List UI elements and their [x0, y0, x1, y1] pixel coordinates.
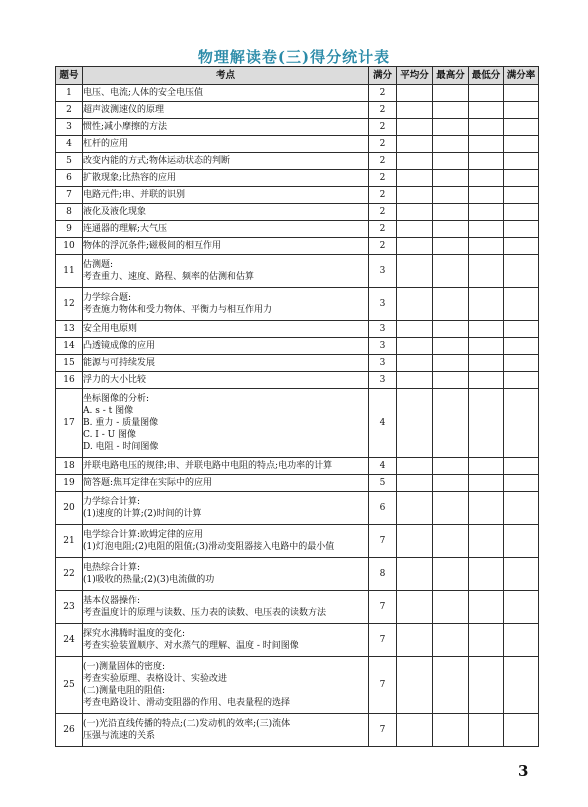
- table-row: [56, 475, 539, 492]
- table-row: [56, 525, 539, 558]
- average-cell[interactable]: [397, 389, 433, 458]
- topic-line: (二)测量电阻的阻值:: [83, 686, 166, 696]
- topic-line: B. 重力 - 质量图像: [83, 418, 159, 428]
- full-rate-cell[interactable]: [504, 458, 539, 475]
- highest-cell[interactable]: [433, 558, 469, 591]
- topic-line: 并联电路电压的规律;串、并联电路中电阻的特点;电功率的计算: [83, 461, 333, 471]
- table-row: [56, 591, 539, 624]
- full-score: 3: [369, 288, 397, 321]
- topic-line: 惯性;减小摩擦的方法: [83, 122, 168, 132]
- full-score: 7: [369, 714, 397, 747]
- table-row: [56, 714, 539, 747]
- question-number: 20: [56, 492, 83, 525]
- topic-cell: [83, 338, 369, 355]
- question-number: 15: [56, 355, 83, 372]
- table-row: [56, 558, 539, 591]
- topic-line: 考查实验装置顺序、对水蒸气的理解、温度 - 时间图像: [83, 641, 299, 651]
- full-score: 2: [369, 238, 397, 255]
- lowest-cell[interactable]: [469, 591, 504, 624]
- lowest-cell[interactable]: [469, 355, 504, 372]
- lowest-cell[interactable]: [469, 558, 504, 591]
- full-score: 4: [369, 389, 397, 458]
- topic-line: 电热综合计算:: [83, 563, 141, 573]
- highest-cell[interactable]: [433, 204, 469, 221]
- full-score: 2: [369, 221, 397, 238]
- average-cell[interactable]: [397, 355, 433, 372]
- topic-line: 液化及液化现象: [83, 207, 147, 217]
- lowest-cell[interactable]: [469, 338, 504, 355]
- full-rate-cell[interactable]: [504, 238, 539, 255]
- average-cell[interactable]: [397, 714, 433, 747]
- table-row: [56, 288, 539, 321]
- full-rate-cell[interactable]: [504, 525, 539, 558]
- question-number: 19: [56, 475, 83, 492]
- table-row: [56, 187, 539, 204]
- full-rate-cell[interactable]: [504, 119, 539, 136]
- lowest-cell[interactable]: [469, 624, 504, 657]
- question-number: 22: [56, 558, 83, 591]
- average-cell[interactable]: [397, 288, 433, 321]
- table-row: [56, 492, 539, 525]
- lowest-cell[interactable]: [469, 238, 504, 255]
- full-rate-cell[interactable]: [504, 136, 539, 153]
- question-number: 12: [56, 288, 83, 321]
- full-rate-cell[interactable]: [504, 288, 539, 321]
- full-score: 2: [369, 204, 397, 221]
- lowest-cell[interactable]: [469, 119, 504, 136]
- question-number: 9: [56, 221, 83, 238]
- full-rate-cell[interactable]: [504, 558, 539, 591]
- average-cell[interactable]: [397, 657, 433, 714]
- average-cell[interactable]: [397, 458, 433, 475]
- topic-line: 电压、电流;人体的安全电压值: [83, 88, 204, 98]
- lowest-cell[interactable]: [469, 136, 504, 153]
- average-cell[interactable]: [397, 221, 433, 238]
- topic-line: 基本仪器操作:: [83, 596, 141, 606]
- topic-line: 简答题:焦耳定律在实际中的应用: [83, 478, 213, 488]
- highest-cell[interactable]: [433, 591, 469, 624]
- full-score: 3: [369, 338, 397, 355]
- highest-cell[interactable]: [433, 355, 469, 372]
- topic-cell: [83, 119, 369, 136]
- topic-line: 电学综合计算:欧姆定律的应用: [83, 530, 204, 540]
- full-rate-cell[interactable]: [504, 221, 539, 238]
- full-score: 2: [369, 119, 397, 136]
- full-score: 3: [369, 355, 397, 372]
- full-rate-cell[interactable]: [504, 170, 539, 187]
- table-row: [56, 221, 539, 238]
- full-score: 2: [369, 136, 397, 153]
- table-row: [56, 338, 539, 355]
- lowest-cell[interactable]: [469, 657, 504, 714]
- average-cell[interactable]: [397, 321, 433, 338]
- topic-line: 连通器的理解;大气压: [83, 224, 168, 234]
- average-cell[interactable]: [397, 187, 433, 204]
- average-cell[interactable]: [397, 119, 433, 136]
- question-number: 10: [56, 238, 83, 255]
- highest-cell[interactable]: [433, 458, 469, 475]
- topic-line: 安全用电原则: [83, 324, 138, 334]
- table-row: [56, 321, 539, 338]
- topic-cell: [83, 187, 369, 204]
- topic-line: (1)灯泡电阻;(2)电阻的阻值;(3)滑动变阻器接入电路中的最小值: [83, 542, 335, 552]
- highest-cell[interactable]: [433, 288, 469, 321]
- topic-line: 电路元件;串、并联的识别: [83, 190, 186, 200]
- topic-line: 杠杆的应用: [83, 139, 129, 149]
- highest-cell[interactable]: [433, 657, 469, 714]
- topic-line: 物体的浮沉条件;磁极间的相互作用: [83, 241, 222, 251]
- topic-cell: [83, 288, 369, 321]
- average-cell[interactable]: [397, 475, 433, 492]
- topic-line: 坐标图像的分析:: [83, 394, 150, 404]
- table-row: [56, 204, 539, 221]
- highest-cell[interactable]: [433, 492, 469, 525]
- highest-cell[interactable]: [433, 238, 469, 255]
- highest-cell[interactable]: [433, 338, 469, 355]
- lowest-cell[interactable]: [469, 221, 504, 238]
- average-cell[interactable]: [397, 372, 433, 389]
- topic-cell: [83, 475, 369, 492]
- highest-cell[interactable]: [433, 624, 469, 657]
- full-rate-cell[interactable]: [504, 714, 539, 747]
- topic-line: 力学综合题:: [83, 293, 132, 303]
- header-full-rate: 满分率: [504, 67, 539, 85]
- table-row: [56, 372, 539, 389]
- full-score: 3: [369, 321, 397, 338]
- question-number: 6: [56, 170, 83, 187]
- average-cell[interactable]: [397, 153, 433, 170]
- header-row: [56, 67, 539, 85]
- full-rate-cell[interactable]: [504, 355, 539, 372]
- average-cell[interactable]: [397, 85, 433, 102]
- full-score: 7: [369, 657, 397, 714]
- highest-cell[interactable]: [433, 714, 469, 747]
- lowest-cell[interactable]: [469, 288, 504, 321]
- topic-cell: [83, 238, 369, 255]
- topic-cell: [83, 389, 369, 458]
- lowest-cell[interactable]: [469, 475, 504, 492]
- question-number: 1: [56, 85, 83, 102]
- score-table: [55, 66, 539, 747]
- header-topic: 考点: [83, 67, 369, 85]
- table-row: [56, 170, 539, 187]
- topic-line: 凸透镜成像的应用: [83, 341, 156, 351]
- topic-line: (1)吸收的热量;(2)(3)电流做的功: [83, 575, 215, 585]
- table-row: [56, 355, 539, 372]
- question-number: 17: [56, 389, 83, 458]
- topic-line: 能源与可持续发展: [83, 358, 156, 368]
- topic-cell: [83, 624, 369, 657]
- header-number: 题号: [56, 67, 83, 85]
- topic-cell: [83, 372, 369, 389]
- topic-line: 探究水沸腾时温度的变化:: [83, 629, 186, 639]
- lowest-cell[interactable]: [469, 389, 504, 458]
- highest-cell[interactable]: [433, 119, 469, 136]
- lowest-cell[interactable]: [469, 714, 504, 747]
- question-number: 5: [56, 153, 83, 170]
- topic-line: 考查温度计的原理与读数、压力表的读数、电压表的读数方法: [83, 608, 327, 618]
- topic-line: 改变内能的方式;物体运动状态的判断: [83, 156, 231, 166]
- topic-cell: [83, 657, 369, 714]
- average-cell[interactable]: [397, 525, 433, 558]
- highest-cell[interactable]: [433, 170, 469, 187]
- topic-line: 考查施力物体和受力物体、平衡力与相互作用力: [83, 305, 273, 315]
- question-number: 4: [56, 136, 83, 153]
- question-number: 2: [56, 102, 83, 119]
- full-rate-cell[interactable]: [504, 204, 539, 221]
- average-cell[interactable]: [397, 204, 433, 221]
- table-row: [56, 85, 539, 102]
- average-cell[interactable]: [397, 591, 433, 624]
- lowest-cell[interactable]: [469, 321, 504, 338]
- full-rate-cell[interactable]: [504, 372, 539, 389]
- average-cell[interactable]: [397, 238, 433, 255]
- full-score: 4: [369, 458, 397, 475]
- topic-cell: [83, 255, 369, 288]
- topic-cell: [83, 204, 369, 221]
- question-number: 3: [56, 119, 83, 136]
- topic-cell: [83, 591, 369, 624]
- table-row: [56, 136, 539, 153]
- table-row: [56, 657, 539, 714]
- question-number: 14: [56, 338, 83, 355]
- table-row: [56, 238, 539, 255]
- full-score: 3: [369, 372, 397, 389]
- topic-line: 考查电路设计、滑动变阻器的作用、电表量程的选择: [83, 698, 291, 708]
- full-rate-cell[interactable]: [504, 657, 539, 714]
- full-score: 2: [369, 170, 397, 187]
- topic-cell: [83, 355, 369, 372]
- topic-cell: [83, 321, 369, 338]
- question-number: 24: [56, 624, 83, 657]
- highest-cell[interactable]: [433, 136, 469, 153]
- lowest-cell[interactable]: [469, 204, 504, 221]
- highest-cell[interactable]: [433, 321, 469, 338]
- question-number: 18: [56, 458, 83, 475]
- average-cell[interactable]: [397, 136, 433, 153]
- lowest-cell[interactable]: [469, 102, 504, 119]
- topic-line: 超声波测速仪的原理: [83, 105, 165, 115]
- topic-cell: [83, 136, 369, 153]
- full-rate-cell[interactable]: [504, 187, 539, 204]
- topic-line: 考查实验原理、表格设计、实验改进: [83, 674, 228, 684]
- highest-cell[interactable]: [433, 255, 469, 288]
- table-row: [56, 255, 539, 288]
- table-title: 物理解读卷(三)得分统计表: [197, 48, 391, 66]
- highest-cell[interactable]: [433, 187, 469, 204]
- average-cell[interactable]: [397, 170, 433, 187]
- question-number: 26: [56, 714, 83, 747]
- full-rate-cell[interactable]: [504, 591, 539, 624]
- full-score: 3: [369, 255, 397, 288]
- lowest-cell[interactable]: [469, 170, 504, 187]
- full-rate-cell[interactable]: [504, 338, 539, 355]
- full-score: 6: [369, 492, 397, 525]
- lowest-cell[interactable]: [469, 187, 504, 204]
- question-number: 16: [56, 372, 83, 389]
- full-score: 7: [369, 525, 397, 558]
- question-number: 11: [56, 255, 83, 288]
- highest-cell[interactable]: [433, 372, 469, 389]
- topic-line: 扩散现象;比热容的应用: [83, 173, 177, 183]
- topic-cell: [83, 221, 369, 238]
- topic-line: 力学综合计算:: [83, 497, 141, 507]
- highest-cell[interactable]: [433, 525, 469, 558]
- lowest-cell[interactable]: [469, 85, 504, 102]
- table-row: [56, 119, 539, 136]
- header-full-score: 满分: [369, 67, 397, 85]
- header-average: 平均分: [397, 67, 433, 85]
- lowest-cell[interactable]: [469, 153, 504, 170]
- topic-line: 浮力的大小比较: [83, 375, 147, 385]
- table-row: [56, 458, 539, 475]
- table-row: [56, 153, 539, 170]
- topic-line: D. 电阻 - 时间图像: [83, 442, 159, 452]
- table-row: [56, 389, 539, 458]
- question-number: 7: [56, 187, 83, 204]
- average-cell[interactable]: [397, 492, 433, 525]
- lowest-cell[interactable]: [469, 525, 504, 558]
- full-rate-cell[interactable]: [504, 389, 539, 458]
- highest-cell[interactable]: [433, 85, 469, 102]
- full-score: 2: [369, 187, 397, 204]
- full-rate-cell[interactable]: [504, 475, 539, 492]
- full-rate-cell[interactable]: [504, 492, 539, 525]
- topic-cell: [83, 525, 369, 558]
- topic-cell: [83, 85, 369, 102]
- full-rate-cell[interactable]: [504, 153, 539, 170]
- question-number: 25: [56, 657, 83, 714]
- full-score: 2: [369, 153, 397, 170]
- full-score: 2: [369, 102, 397, 119]
- highest-cell[interactable]: [433, 475, 469, 492]
- topic-line: C. I - U 图像: [83, 430, 137, 440]
- full-score: 2: [369, 85, 397, 102]
- highest-cell[interactable]: [433, 153, 469, 170]
- full-rate-cell[interactable]: [504, 102, 539, 119]
- full-score: 5: [369, 475, 397, 492]
- full-score: 8: [369, 558, 397, 591]
- lowest-cell[interactable]: [469, 372, 504, 389]
- highest-cell[interactable]: [433, 389, 469, 458]
- topic-line: 考查重力、速度、路程、频率的估测和估算: [83, 272, 255, 282]
- question-number: 23: [56, 591, 83, 624]
- average-cell[interactable]: [397, 255, 433, 288]
- lowest-cell[interactable]: [469, 492, 504, 525]
- topic-line: 压强与流速的关系: [83, 731, 156, 741]
- full-rate-cell[interactable]: [504, 85, 539, 102]
- average-cell[interactable]: [397, 558, 433, 591]
- average-cell[interactable]: [397, 624, 433, 657]
- page-number: 3: [518, 762, 529, 780]
- topic-cell: [83, 153, 369, 170]
- full-score: 7: [369, 591, 397, 624]
- topic-line: (1)速度的计算;(2)时间的计算: [83, 509, 202, 519]
- average-cell[interactable]: [397, 338, 433, 355]
- topic-cell: [83, 558, 369, 591]
- topic-cell: [83, 170, 369, 187]
- full-rate-cell[interactable]: [504, 255, 539, 288]
- topic-line: (一)光沿直线传播的特点;(二)发动机的效率;(三)流体: [83, 719, 291, 729]
- full-rate-cell[interactable]: [504, 321, 539, 338]
- topic-cell: [83, 458, 369, 475]
- highest-cell[interactable]: [433, 221, 469, 238]
- question-number: 8: [56, 204, 83, 221]
- header-highest: 最高分: [433, 67, 469, 85]
- highest-cell[interactable]: [433, 102, 469, 119]
- average-cell[interactable]: [397, 102, 433, 119]
- table-row: [56, 102, 539, 119]
- lowest-cell[interactable]: [469, 255, 504, 288]
- question-number: 21: [56, 525, 83, 558]
- full-rate-cell[interactable]: [504, 624, 539, 657]
- topic-line: 估测题:: [83, 260, 114, 270]
- question-number: 13: [56, 321, 83, 338]
- topic-cell: [83, 714, 369, 747]
- full-score: 7: [369, 624, 397, 657]
- header-lowest: 最低分: [469, 67, 504, 85]
- topic-cell: [83, 102, 369, 119]
- topic-line: A. s - t 图像: [83, 406, 134, 416]
- topic-line: (一)测量固体的密度:: [83, 662, 166, 672]
- topic-cell: [83, 492, 369, 525]
- table-row: [56, 624, 539, 657]
- lowest-cell[interactable]: [469, 458, 504, 475]
